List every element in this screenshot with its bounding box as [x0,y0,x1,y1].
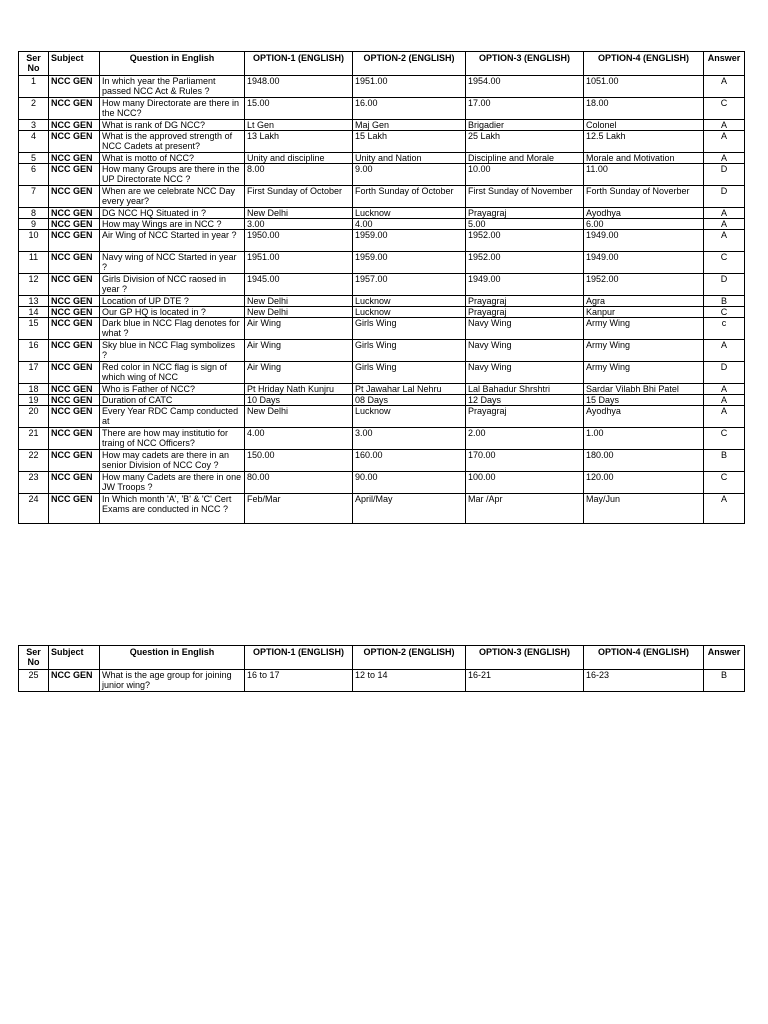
table-row [19,428,745,450]
cell-ser-no: 25 [19,670,49,692]
cell-ser-no: 18 [19,384,49,395]
cell-option-1: Air Wing [245,318,353,340]
cell-question: Location of UP DTE ? [100,296,245,307]
table-row [19,384,745,395]
cell-option-4: 1949.00 [584,252,704,274]
cell-question: How may cadets are there in an senior Division of NCC Coy ? [100,450,245,472]
cell-subject: NCC GEN [49,362,100,384]
cell-subject: NCC GEN [49,153,100,164]
cell-subject: NCC GEN [49,219,100,230]
cell-option-3: Lal Bahadur Shrshtri [466,384,584,395]
cell-subject: NCC GEN [49,428,100,450]
cell-option-2: 15 Lakh [353,131,466,153]
cell-option-4: May/Jun [584,494,704,524]
cell-option-2: Unity and Nation [353,153,466,164]
cell-answer: C [704,252,745,274]
cell-answer: C [704,307,745,318]
cell-ser-no: 5 [19,153,49,164]
cell-ser-no: 8 [19,208,49,219]
cell-question: Sky blue in NCC Flag symbolizes ? [100,340,245,362]
cell-option-1: Air Wing [245,340,353,362]
cell-answer: A [704,219,745,230]
cell-ser-no: 13 [19,296,49,307]
cell-option-1: 16 to 17 [245,670,353,692]
cell-option-2: Lucknow [353,406,466,428]
cell-option-3: 25 Lakh [466,131,584,153]
header-row [19,646,745,670]
cell-option-2: 1951.00 [353,76,466,98]
cell-subject: NCC GEN [49,208,100,219]
cell-answer: A [704,406,745,428]
cell-option-3: 16-21 [466,670,584,692]
col-option-4: OPTION-4 (ENGLISH) [584,646,704,670]
cell-option-3: Prayagraj [466,296,584,307]
cell-option-3: 1952.00 [466,230,584,252]
cell-option-3: 1949.00 [466,274,584,296]
cell-answer: A [704,395,745,406]
cell-ser-no: 4 [19,131,49,153]
cell-option-2: Lucknow [353,296,466,307]
cell-subject: NCC GEN [49,307,100,318]
cell-option-4: 16-23 [584,670,704,692]
cell-subject: NCC GEN [49,395,100,406]
table-row [19,307,745,318]
cell-option-1: Lt Gen [245,120,353,131]
cell-answer: A [704,76,745,98]
cell-option-4: 1051.00 [584,76,704,98]
cell-option-1: New Delhi [245,208,353,219]
cell-option-1: 10 Days [245,395,353,406]
col-subject: Subject [49,646,100,670]
cell-option-2: 08 Days [353,395,466,406]
table-row [19,362,745,384]
cell-question: When are we celebrate NCC Day every year? [100,186,245,208]
cell-question: How many Groups are there in the UP Directorate NCC ? [100,164,245,186]
cell-question: Girls Division of NCC raosed in year ? [100,274,245,296]
cell-answer: A [704,153,745,164]
cell-subject: NCC GEN [49,296,100,307]
cell-subject: NCC GEN [49,318,100,340]
cell-option-3: 2.00 [466,428,584,450]
col-option-1: OPTION-1 (ENGLISH) [245,646,353,670]
table-row [19,131,745,153]
cell-subject: NCC GEN [49,131,100,153]
cell-option-3: Mar /Apr [466,494,584,524]
cell-subject: NCC GEN [49,670,100,692]
cell-ser-no: 19 [19,395,49,406]
cell-option-3: Navy Wing [466,362,584,384]
table-row [19,472,745,494]
cell-option-2: 160.00 [353,450,466,472]
cell-ser-no: 7 [19,186,49,208]
cell-option-1: New Delhi [245,406,353,428]
cell-option-4: Army Wing [584,362,704,384]
cell-subject: NCC GEN [49,186,100,208]
cell-question: Dark blue in NCC Flag denotes for what ? [100,318,245,340]
col-ser-no: Ser No [19,646,49,670]
cell-ser-no: 20 [19,406,49,428]
header-row [19,52,745,76]
cell-option-3: Prayagraj [466,208,584,219]
cell-option-4: 18.00 [584,98,704,120]
cell-option-1: 13 Lakh [245,131,353,153]
cell-question: Every Year RDC Camp conducted at [100,406,245,428]
cell-ser-no: 17 [19,362,49,384]
cell-option-4: Colonel [584,120,704,131]
cell-answer: D [704,362,745,384]
cell-subject: NCC GEN [49,450,100,472]
table-row [19,318,745,340]
cell-option-4: 180.00 [584,450,704,472]
cell-option-1: 4.00 [245,428,353,450]
cell-subject: NCC GEN [49,340,100,362]
cell-option-3: Discipline and Morale [466,153,584,164]
cell-ser-no: 12 [19,274,49,296]
cell-option-4: 11.00 [584,164,704,186]
col-option-3: OPTION-3 (ENGLISH) [466,52,584,76]
cell-option-3: 100.00 [466,472,584,494]
cell-answer: B [704,296,745,307]
cell-option-3: Navy Wing [466,318,584,340]
cell-ser-no: 16 [19,340,49,362]
cell-question: What is rank of DG NCC? [100,120,245,131]
cell-answer: c [704,318,745,340]
cell-answer: A [704,494,745,524]
table-row [19,494,745,524]
cell-option-2: 3.00 [353,428,466,450]
cell-ser-no: 15 [19,318,49,340]
cell-ser-no: 1 [19,76,49,98]
cell-question: There are how may institutio for traing of NCC Officers? [100,428,245,450]
col-answer: Answer [704,52,745,76]
table-row [19,274,745,296]
cell-option-4: 1949.00 [584,230,704,252]
table-row [19,219,745,230]
cell-option-2: April/May [353,494,466,524]
cell-question: Our GP HQ is located in ? [100,307,245,318]
cell-option-4: Forth Sunday of Noverber [584,186,704,208]
cell-option-1: 1951.00 [245,252,353,274]
cell-subject: NCC GEN [49,164,100,186]
cell-answer: D [704,164,745,186]
cell-option-2: Girls Wing [353,362,466,384]
cell-question: What is motto of NCC? [100,153,245,164]
cell-subject: NCC GEN [49,406,100,428]
cell-option-3: Prayagraj [466,406,584,428]
cell-option-2: 1959.00 [353,252,466,274]
cell-option-2: Forth Sunday of October [353,186,466,208]
cell-option-2: 12 to 14 [353,670,466,692]
cell-option-4: Kanpur [584,307,704,318]
table-row [19,670,745,692]
cell-ser-no: 14 [19,307,49,318]
col-option-4: OPTION-4 (ENGLISH) [584,52,704,76]
cell-option-2: 4.00 [353,219,466,230]
col-answer: Answer [704,646,745,670]
cell-option-4: 120.00 [584,472,704,494]
col-option-2: OPTION-2 (ENGLISH) [353,646,466,670]
col-question: Question in English [100,646,245,670]
col-option-2: OPTION-2 (ENGLISH) [353,52,466,76]
cell-option-1: 3.00 [245,219,353,230]
cell-ser-no: 10 [19,230,49,252]
cell-ser-no: 3 [19,120,49,131]
cell-ser-no: 9 [19,219,49,230]
cell-answer: B [704,670,745,692]
cell-option-4: 1952.00 [584,274,704,296]
cell-option-3: 1952.00 [466,252,584,274]
cell-option-1: 1950.00 [245,230,353,252]
cell-option-4: 1.00 [584,428,704,450]
table-row [19,98,745,120]
cell-option-1: 80.00 [245,472,353,494]
cell-subject: NCC GEN [49,472,100,494]
cell-option-1: First Sunday of October [245,186,353,208]
cell-option-2: Girls Wing [353,340,466,362]
cell-option-2: Pt Jawahar Lal Nehru [353,384,466,395]
table-row [19,340,745,362]
table-row [19,208,745,219]
cell-option-1: 150.00 [245,450,353,472]
cell-subject: NCC GEN [49,230,100,252]
col-option-3: OPTION-3 (ENGLISH) [466,646,584,670]
cell-answer: D [704,186,745,208]
cell-option-3: First Sunday of November [466,186,584,208]
cell-option-2: Maj Gen [353,120,466,131]
cell-question: Duration of CATC [100,395,245,406]
table-row [19,76,745,98]
cell-answer: D [704,274,745,296]
cell-question: In Which month 'A', 'B' & 'C' Cert Exams are conducted in NCC ? [100,494,245,524]
cell-option-3: 17.00 [466,98,584,120]
table-row [19,395,745,406]
col-option-1: OPTION-1 (ENGLISH) [245,52,353,76]
cell-question: DG NCC HQ Situated in ? [100,208,245,219]
cell-option-4: Agra [584,296,704,307]
cell-option-4: Morale and Motivation [584,153,704,164]
cell-option-3: Prayagraj [466,307,584,318]
cell-option-2: 9.00 [353,164,466,186]
cell-option-3: 12 Days [466,395,584,406]
cell-option-4: Ayodhya [584,406,704,428]
cell-option-2: 16.00 [353,98,466,120]
cell-answer: C [704,472,745,494]
cell-option-1: 1948.00 [245,76,353,98]
question-table-2 [18,645,745,692]
cell-question: How many Cadets are there in one JW Troops ? [100,472,245,494]
table-row [19,296,745,307]
cell-subject: NCC GEN [49,76,100,98]
cell-answer: A [704,340,745,362]
cell-question: How many Directorate are there in the NCC? [100,98,245,120]
cell-option-3: 10.00 [466,164,584,186]
cell-answer: A [704,230,745,252]
cell-option-1: 1945.00 [245,274,353,296]
cell-option-4: Sardar Vilabh Bhi Patel [584,384,704,395]
col-question: Question in English [100,52,245,76]
cell-question: In which year the Parliament passed NCC Act & Rules ? [100,76,245,98]
cell-answer: A [704,131,745,153]
cell-option-1: Pt Hriday Nath Kunjru [245,384,353,395]
cell-option-4: Army Wing [584,318,704,340]
cell-question: Navy wing of NCC Started in year ? [100,252,245,274]
col-ser-no: Ser No [19,52,49,76]
table-row [19,164,745,186]
cell-ser-no: 23 [19,472,49,494]
cell-answer: A [704,208,745,219]
cell-option-2: Girls Wing [353,318,466,340]
cell-answer: C [704,428,745,450]
table-row [19,406,745,428]
cell-option-4: 6.00 [584,219,704,230]
cell-option-3: Brigadier [466,120,584,131]
table-row [19,252,745,274]
cell-option-1: New Delhi [245,307,353,318]
table-row [19,120,745,131]
cell-ser-no: 11 [19,252,49,274]
cell-option-3: 5.00 [466,219,584,230]
cell-question: What is the age group for joining junior wing? [100,670,245,692]
table-row [19,450,745,472]
cell-ser-no: 22 [19,450,49,472]
col-subject: Subject [49,52,100,76]
cell-subject: NCC GEN [49,494,100,524]
cell-option-4: Army Wing [584,340,704,362]
cell-ser-no: 6 [19,164,49,186]
cell-option-2: 1957.00 [353,274,466,296]
cell-ser-no: 2 [19,98,49,120]
cell-question: Red color in NCC flag is sign of which wing of NCC [100,362,245,384]
cell-option-4: Ayodhya [584,208,704,219]
table-row [19,153,745,164]
cell-subject: NCC GEN [49,252,100,274]
cell-subject: NCC GEN [49,120,100,131]
cell-option-4: 12.5 Lakh [584,131,704,153]
cell-ser-no: 24 [19,494,49,524]
cell-question: What is the approved strength of NCC Cadets at present? [100,131,245,153]
cell-subject: NCC GEN [49,98,100,120]
question-table-1 [18,51,745,524]
cell-answer: C [704,98,745,120]
cell-option-1: Unity and discipline [245,153,353,164]
cell-ser-no: 21 [19,428,49,450]
cell-subject: NCC GEN [49,384,100,395]
cell-answer: A [704,120,745,131]
cell-option-2: Lucknow [353,208,466,219]
cell-option-1: New Delhi [245,296,353,307]
cell-question: Who is Father of NCC? [100,384,245,395]
cell-question: How may Wings are in NCC ? [100,219,245,230]
cell-option-1: Air Wing [245,362,353,384]
cell-option-2: Lucknow [353,307,466,318]
table-row [19,230,745,252]
cell-option-3: Navy Wing [466,340,584,362]
cell-answer: B [704,450,745,472]
cell-subject: NCC GEN [49,274,100,296]
cell-option-1: 8.00 [245,164,353,186]
cell-option-2: 90.00 [353,472,466,494]
cell-option-1: Feb/Mar [245,494,353,524]
cell-answer: A [704,384,745,395]
cell-option-2: 1959.00 [353,230,466,252]
cell-option-3: 1954.00 [466,76,584,98]
cell-option-3: 170.00 [466,450,584,472]
cell-question: Air Wing of NCC Started in year ? [100,230,245,252]
table-row [19,186,745,208]
cell-option-1: 15.00 [245,98,353,120]
cell-option-4: 15 Days [584,395,704,406]
